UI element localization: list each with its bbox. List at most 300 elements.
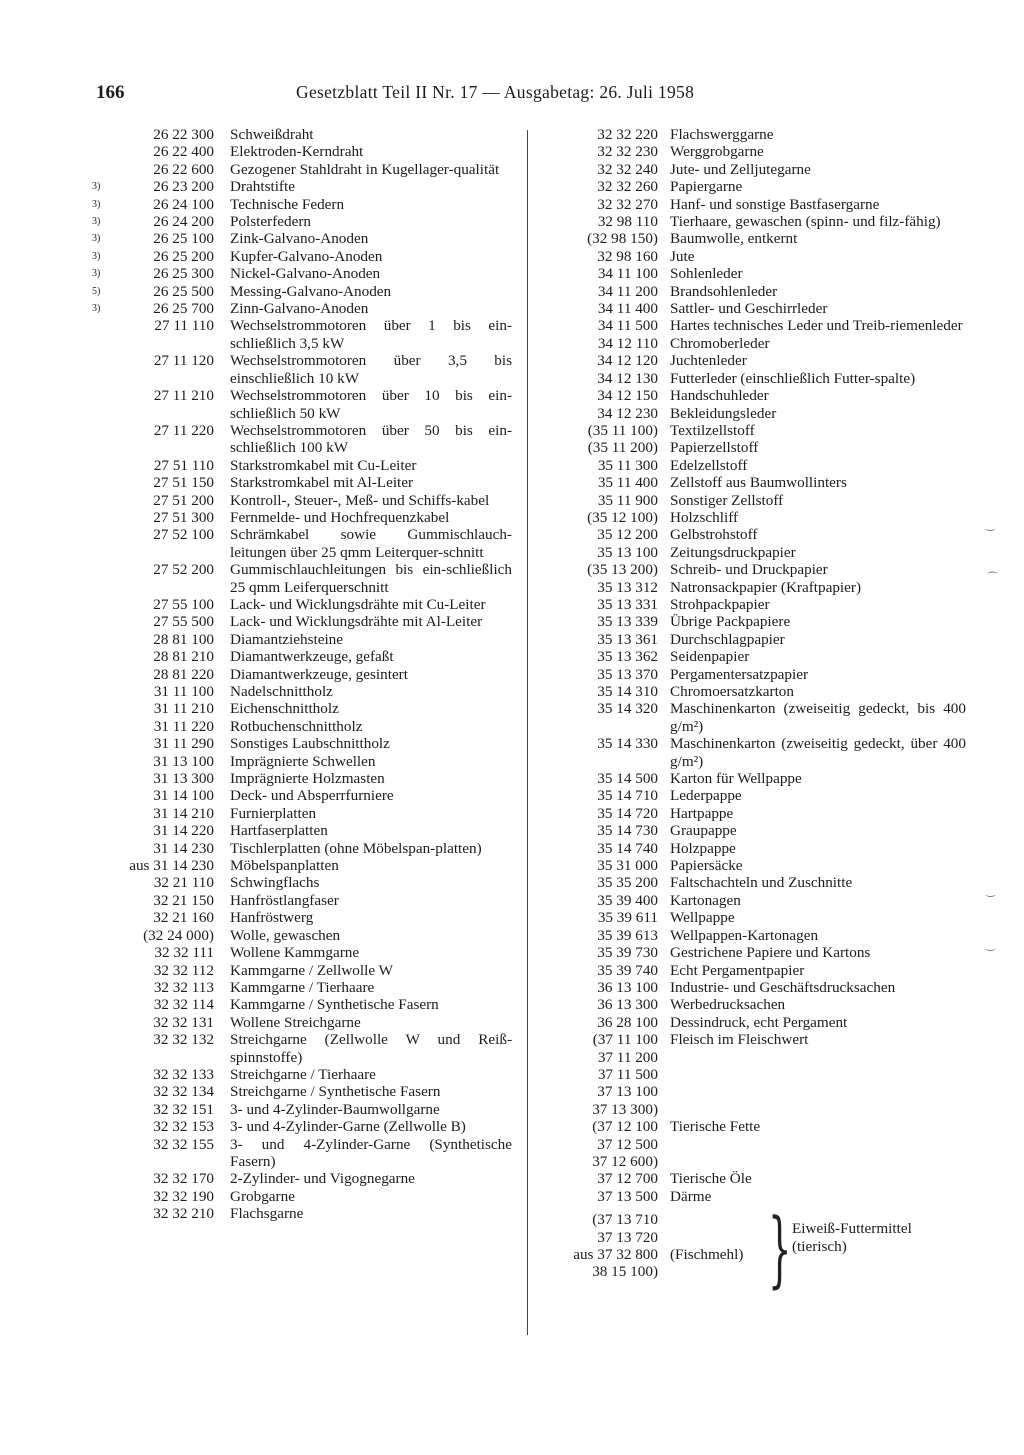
footnote-marker	[92, 857, 116, 874]
item-code: (32 98 150)	[587, 230, 658, 248]
item-code: 35 11 400	[597, 474, 658, 492]
item-description: Maschinenkarton (zweiseitig gedeckt, über 400 g/m²)	[670, 735, 966, 770]
item-description: Zellstoff aus Baumwollinters	[670, 474, 847, 492]
footnote-marker: 3)	[92, 216, 101, 228]
item-description: Wolle, gewaschen	[230, 926, 341, 944]
list-item	[92, 1118, 512, 1135]
right-column	[556, 126, 976, 1298]
list-item	[556, 1263, 966, 1280]
footnote-marker: 3)	[92, 233, 101, 245]
list-item	[556, 770, 966, 787]
item-code: 32 32 151	[153, 1100, 214, 1118]
item-code: 35 11 300	[597, 456, 658, 474]
item-code: 35 13 362	[597, 648, 658, 666]
footnote-marker: 3)	[92, 303, 101, 315]
list-item	[92, 213, 512, 230]
list-item	[92, 683, 512, 700]
item-code: 35 13 370	[597, 665, 658, 683]
list-item	[556, 683, 966, 700]
list-item	[92, 613, 512, 630]
footnote-marker	[92, 161, 116, 178]
list-item	[92, 1136, 512, 1171]
item-code: 31 11 210	[153, 700, 214, 718]
page-header	[96, 82, 756, 108]
item-description: Wechselstrommotoren über 1 bis ein-schließlich 3,5 kW	[230, 317, 512, 352]
item-code: 32 32 260	[597, 178, 658, 196]
item-code: (35 11 100)	[587, 421, 658, 439]
item-description: Juchtenleder	[670, 352, 747, 370]
list-item	[556, 544, 966, 561]
item-code: 31 14 100	[153, 787, 214, 805]
list-item	[556, 666, 966, 683]
footnote-marker	[92, 892, 116, 909]
list-item	[556, 422, 966, 439]
item-code: 37 12 600)	[592, 1152, 658, 1170]
list-item	[556, 944, 966, 961]
item-description: Faltschachteln und Zuschnitte	[670, 874, 853, 892]
item-description: Wechselstrommotoren über 3,5 bis einschließlich 10 kW	[230, 352, 512, 387]
list-item	[556, 1136, 966, 1153]
item-description: Möbelspanplatten	[230, 857, 339, 875]
footnote-marker	[92, 787, 116, 804]
list-item	[556, 1049, 966, 1066]
item-description: Gestrichene Papiere und Kartons	[670, 944, 871, 962]
list-item	[92, 787, 512, 804]
item-code: 32 32 190	[153, 1187, 214, 1205]
list-item	[556, 474, 966, 491]
item-description: 3- und 4-Zylinder-Garne (Synthetische Fasern)	[230, 1135, 512, 1170]
list-item	[92, 753, 512, 770]
item-code: 35 14 720	[597, 804, 658, 822]
item-description: Grobgarne	[230, 1187, 295, 1205]
footnote-marker: 5)	[92, 285, 101, 297]
item-description	[670, 1153, 966, 1170]
item-description: Starkstromkabel mit Cu-Leiter	[230, 456, 417, 474]
list-item	[556, 1153, 966, 1170]
item-description: Natronsackpapier (Kraftpapier)	[670, 578, 862, 596]
item-description: Tischlerplatten (ohne Möbelspan-platten)	[230, 839, 482, 857]
list-item	[556, 927, 966, 944]
footnote-marker	[92, 1031, 116, 1066]
item-code: 31 14 210	[153, 804, 214, 822]
item-code: 26 25 200	[153, 247, 214, 265]
item-code: 37 13 720	[597, 1228, 658, 1246]
item-code: 26 24 200	[153, 213, 214, 231]
item-code: 32 32 270	[597, 195, 658, 213]
footnote-marker	[92, 962, 116, 979]
item-description: Hanfröstlangfaser	[230, 891, 339, 909]
list-item	[92, 1031, 512, 1066]
item-description: Messing-Galvano-Anoden	[230, 282, 392, 300]
item-description: Därme	[670, 1187, 712, 1205]
item-description: Echt Pergamentpapier	[670, 961, 805, 979]
footnote-marker	[92, 770, 116, 787]
item-description: Eichenschnittholz	[230, 700, 339, 718]
item-description: Wellpappen-Kartonagen	[670, 926, 819, 944]
footnote-marker	[92, 1083, 116, 1100]
item-description: Seidenpapier	[670, 648, 750, 666]
item-code: 32 32 134	[153, 1083, 214, 1101]
item-description: Hanfröstwerg	[230, 909, 314, 927]
item-description: Tierhaare, gewaschen (spinn- und filz-fähig)	[670, 213, 941, 231]
list-item	[556, 857, 966, 874]
item-description: Tierische Fette	[670, 1118, 761, 1136]
item-description: Schweißdraht	[230, 126, 314, 143]
item-code: (37 12 100	[592, 1118, 658, 1136]
footnote-marker	[92, 457, 116, 474]
list-item	[556, 509, 966, 526]
item-description: Baumwolle, entkernt	[670, 230, 798, 248]
list-item	[556, 178, 966, 195]
item-description: Flachsgarne	[230, 1205, 304, 1223]
list-item	[92, 283, 512, 300]
footnote-marker	[92, 1118, 116, 1135]
item-code: 31 11 220	[153, 717, 214, 735]
footnote-marker	[92, 1014, 116, 1031]
list-item	[92, 126, 512, 143]
list-item	[92, 874, 512, 891]
item-code: 37 13 300)	[592, 1100, 658, 1118]
item-description	[670, 1083, 966, 1100]
item-description: Nickel-Galvano-Anoden	[230, 265, 381, 283]
item-code: 27 55 100	[153, 595, 214, 613]
footnote-marker	[92, 996, 116, 1013]
item-code: 27 11 110	[154, 317, 214, 335]
footnote-marker	[92, 613, 116, 630]
item-description: Streichgarne / Tierhaare	[230, 1065, 376, 1083]
item-description: Imprägnierte Holzmasten	[230, 770, 385, 788]
item-description: Wollene Streichgarne	[230, 1013, 361, 1031]
item-description: Lack- und Wicklungsdrähte mit Cu-Leiter	[230, 595, 486, 613]
list-item	[556, 979, 966, 996]
item-code: 35 14 500	[597, 770, 658, 788]
brace-group	[556, 1202, 976, 1298]
list-item	[556, 439, 966, 456]
list-item	[92, 561, 512, 596]
list-item	[92, 248, 512, 265]
item-code: 26 22 600	[153, 160, 214, 178]
item-description: Strohpackpapier	[670, 595, 770, 613]
list-item	[92, 1014, 512, 1031]
list-item	[92, 979, 512, 996]
list-item	[556, 613, 966, 630]
item-description: Kammgarne / Synthetische Fasern	[230, 996, 439, 1014]
list-item	[556, 492, 966, 509]
item-code: 35 12 200	[597, 526, 658, 544]
footnote-marker	[92, 1205, 116, 1222]
list-item	[556, 1031, 966, 1048]
list-item	[92, 422, 512, 457]
footnote-marker	[92, 561, 116, 596]
item-code: 36 28 100	[597, 1013, 658, 1031]
footnote-marker	[92, 840, 116, 857]
footnote-marker	[92, 666, 116, 683]
list-item	[92, 909, 512, 926]
item-description: Bekleidungsleder	[670, 404, 777, 422]
list-item	[92, 492, 512, 509]
item-code: 27 11 210	[153, 387, 214, 405]
item-code: aus 31 14 230	[129, 857, 214, 875]
item-code: 34 11 500	[597, 317, 658, 335]
item-description: Papierzellstoff	[670, 439, 759, 457]
item-code: (37 13 710	[592, 1211, 658, 1229]
brace-label-line2: (tierisch)	[792, 1238, 847, 1256]
item-code: 32 32 153	[153, 1118, 214, 1136]
item-code: 27 51 150	[153, 474, 214, 492]
item-description: Drahtstifte	[230, 178, 295, 196]
footnote-marker	[92, 1066, 116, 1083]
list-item	[556, 265, 966, 282]
item-description: Diamantwerkzeuge, gesintert	[230, 665, 408, 683]
item-description: Elektroden-Kerndraht	[230, 143, 364, 161]
item-description: Fernmelde- und Hochfrequenzkabel	[230, 508, 450, 526]
list-item	[92, 1101, 512, 1118]
item-description: Furnierplatten	[230, 804, 317, 822]
item-code: 26 22 400	[153, 143, 214, 161]
curly-brace-icon: }	[768, 1202, 792, 1298]
footnote-marker	[92, 1136, 116, 1171]
item-description: Brandsohlenleder	[670, 282, 778, 300]
item-description: Wollene Kammgarne	[230, 944, 360, 962]
item-description: Tierische Öle	[670, 1170, 752, 1188]
item-description: Sonstiger Zellstoff	[670, 491, 784, 509]
item-description: 3- und 4-Zylinder-Garne (Zellwolle B)	[230, 1118, 466, 1136]
list-item	[556, 822, 966, 839]
list-item	[92, 317, 512, 352]
footnote-marker	[92, 422, 116, 457]
item-description: Holzpappe	[670, 839, 736, 857]
item-description: Zeitungsdruckpapier	[670, 543, 796, 561]
item-code: 35 13 331	[597, 595, 658, 613]
footnote-marker	[92, 683, 116, 700]
item-code: 35 14 710	[597, 787, 658, 805]
item-description: Handschuhleder	[670, 387, 769, 405]
item-description: Textilzellstoff	[670, 421, 755, 439]
item-code: 37 12 700	[597, 1170, 658, 1188]
item-code: 35 13 100	[597, 543, 658, 561]
item-description: Chromoberleder	[670, 334, 770, 352]
list-item	[556, 892, 966, 909]
item-description: Hartfaserplatten	[230, 822, 328, 840]
item-code: 34 11 100	[597, 265, 658, 283]
item-code: 37 11 200	[597, 1048, 658, 1066]
item-description: Chromoersatzkarton	[670, 683, 794, 700]
item-description: Sohlenleder	[670, 265, 743, 283]
footnote-marker	[92, 874, 116, 891]
item-code: 34 12 120	[597, 352, 658, 370]
footnote-marker	[92, 753, 116, 770]
list-item	[556, 909, 966, 926]
item-code: 36 13 100	[597, 978, 658, 996]
list-item	[92, 1066, 512, 1083]
item-code: 27 52 200	[153, 561, 214, 579]
item-code: 31 13 300	[153, 770, 214, 788]
item-code: 37 13 500	[597, 1187, 658, 1205]
item-description: Edelzellstoff	[670, 456, 748, 474]
item-description: Technische Federn	[230, 195, 345, 213]
item-description: Nadelschnittholz	[230, 683, 333, 700]
item-description: Wellpappe	[670, 909, 735, 927]
list-item	[556, 1083, 966, 1100]
footnote-marker	[92, 700, 116, 717]
item-description: Polsterfedern	[230, 213, 311, 231]
item-code: 35 39 613	[597, 926, 658, 944]
item-description: Deck- und Absperrfurniere	[230, 787, 394, 805]
footnote-marker	[92, 718, 116, 735]
item-description: Gelbstrohstoff	[670, 526, 758, 544]
item-description: Werbedrucksachen	[670, 996, 786, 1014]
item-code: 32 32 240	[597, 160, 658, 178]
list-item	[556, 735, 966, 770]
item-code: 32 98 110	[597, 213, 658, 231]
item-code: 38 15 100)	[592, 1263, 658, 1281]
left-column	[92, 126, 512, 1223]
footnote-marker	[92, 317, 116, 352]
item-code: 37 11 500	[597, 1065, 658, 1083]
item-description: Gummischlauchleitungen bis ein-schließlich 25 qmm Leiferquerschnitt	[230, 561, 512, 596]
item-description: Werggrobgarne	[670, 143, 764, 161]
item-code: 34 12 150	[597, 387, 658, 405]
list-item	[92, 300, 512, 317]
item-description: (Fischmehl)	[670, 1246, 744, 1263]
list-item	[556, 283, 966, 300]
item-code: 35 35 200	[597, 874, 658, 892]
list-item	[92, 700, 512, 717]
item-code: 37 12 500	[597, 1135, 658, 1153]
item-code: 32 32 220	[597, 126, 658, 143]
list-item	[556, 1118, 966, 1135]
item-code: 32 32 230	[597, 143, 658, 161]
item-description: Gezogener Stahldraht in Kugellager-qualität	[230, 160, 500, 178]
item-code: 27 52 100	[153, 526, 214, 544]
item-description: Papiersäcke	[670, 857, 743, 875]
item-description: 2-Zylinder- und Vigognegarne	[230, 1170, 415, 1188]
footnote-marker	[92, 805, 116, 822]
list-item	[556, 1188, 966, 1205]
list-item	[92, 892, 512, 909]
item-code: 27 51 200	[153, 491, 214, 509]
footnote-marker	[92, 1170, 116, 1187]
list-item	[556, 526, 966, 543]
item-code: 35 13 312	[597, 578, 658, 596]
list-item	[556, 161, 966, 178]
footnote-marker: 3)	[92, 181, 101, 193]
footnote-marker	[92, 492, 116, 509]
item-code: 32 32 113	[153, 978, 214, 996]
footnote-marker: 3)	[92, 198, 101, 210]
list-item	[556, 596, 966, 613]
item-code: 27 11 120	[153, 352, 214, 370]
list-item	[92, 735, 512, 752]
item-code: 35 39 611	[597, 909, 658, 927]
item-description	[670, 1066, 966, 1083]
item-description: Lederpappe	[670, 787, 742, 805]
item-description: Jute- und Zelljutegarne	[670, 160, 811, 178]
item-description: Industrie- und Geschäftsdrucksachen	[670, 978, 896, 996]
list-item	[556, 387, 966, 404]
item-description: Hartpappe	[670, 804, 734, 822]
footnote-marker	[92, 352, 116, 387]
item-description: Streichgarne / Synthetische Fasern	[230, 1083, 441, 1101]
item-description: Fleisch im Fleischwert	[670, 1031, 809, 1049]
item-code: 27 55 500	[153, 613, 214, 631]
item-code: 32 32 131	[153, 1013, 214, 1031]
item-description: Karton für Wellpappe	[670, 770, 802, 788]
item-code: 26 22 300	[153, 126, 214, 143]
item-code: 35 39 400	[597, 891, 658, 909]
item-code: 26 25 500	[153, 282, 214, 300]
footnote-marker	[92, 735, 116, 752]
list-item	[556, 370, 966, 387]
item-code: 32 32 132	[153, 1031, 214, 1049]
list-item	[92, 1188, 512, 1205]
list-item	[92, 648, 512, 665]
item-description: Graupappe	[670, 822, 737, 840]
item-description: Sonstiges Laubschnittholz	[230, 735, 390, 753]
list-item	[92, 666, 512, 683]
footnote-marker	[92, 509, 116, 526]
item-code: 34 11 400	[597, 300, 658, 318]
item-code: 31 14 230	[153, 839, 214, 857]
item-description: Rotbuchenschnittholz	[230, 717, 363, 735]
item-code: 34 12 230	[597, 404, 658, 422]
item-code: 31 14 220	[153, 822, 214, 840]
list-item	[556, 1066, 966, 1083]
item-code: 32 21 150	[153, 891, 214, 909]
item-code: 32 32 111	[154, 944, 214, 962]
item-description: 3- und 4-Zylinder-Baumwollgarne	[230, 1100, 440, 1118]
margin-mark: ‿	[986, 519, 995, 531]
footnote-marker	[92, 474, 116, 491]
item-code: 32 32 210	[153, 1205, 214, 1223]
item-description: Kammgarne / Tierhaare	[230, 978, 375, 996]
list-item	[92, 962, 512, 979]
item-code: 26 25 100	[153, 230, 214, 248]
item-code: 36 13 300	[597, 996, 658, 1014]
list-item	[92, 457, 512, 474]
item-description: Schreib- und Druckpapier	[670, 561, 828, 579]
list-item	[556, 1246, 966, 1263]
list-item	[92, 1170, 512, 1187]
item-description: Pergamentersatzpapier	[670, 665, 809, 683]
footnote-marker	[92, 909, 116, 926]
list-item	[92, 265, 512, 282]
item-code: 26 25 700	[153, 300, 214, 318]
item-code: 35 13 339	[597, 613, 658, 631]
list-item	[556, 874, 966, 891]
list-item	[556, 561, 966, 578]
list-item	[92, 509, 512, 526]
footnote-marker	[92, 143, 116, 160]
item-description: Lack- und Wicklungsdrähte mit Al-Leiter	[230, 613, 483, 631]
list-item	[556, 648, 966, 665]
item-code: 35 14 310	[597, 683, 658, 700]
item-description: Diamantwerkzeuge, gefaßt	[230, 648, 394, 666]
item-code: (35 13 200)	[587, 561, 658, 579]
list-item	[92, 944, 512, 961]
list-item	[556, 457, 966, 474]
item-description: Schrämkabel sowie Gummischlauch-leitungen über 25 qmm Leiterquer-schnitt	[230, 526, 512, 561]
footnote-marker	[92, 979, 116, 996]
list-item	[92, 840, 512, 857]
item-description: Schwingflachs	[230, 874, 320, 892]
column-divider	[527, 130, 528, 1335]
footnote-marker	[92, 1101, 116, 1118]
list-item	[556, 126, 966, 143]
item-code: 32 98 160	[597, 247, 658, 265]
item-code: (35 12 100)	[587, 508, 658, 526]
list-item	[556, 1170, 966, 1187]
